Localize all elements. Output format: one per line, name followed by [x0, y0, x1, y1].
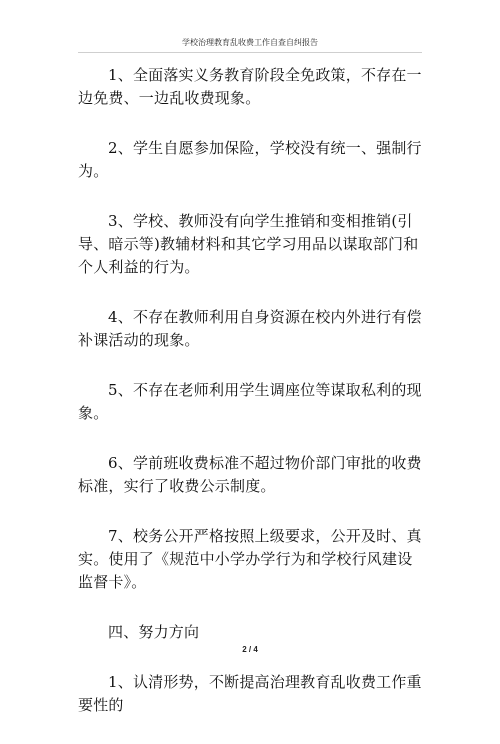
page-header: 学校治理教育乱收费工作自查自纠报告 [182, 38, 318, 47]
document-body [78, 64, 424, 744]
paragraph-direction-1: 1、认清形势，不断提高治理教育乱收费工作重要性的 [78, 673, 422, 714]
paragraph-item-3: 3、学校、教师没有向学生推销和变相推销(引导、暗示等)教辅材料和其它学习用品以谋取部门和个人利益的行为。 [78, 212, 419, 276]
paragraph-item-4: 4、不存在教师利用自身资源在校内外进行有偿补课活动的现象。 [78, 308, 422, 349]
paragraph-item-6: 6、学前班收费标准不超过物价部门审批的收费标准，实行了收费公示制度。 [78, 454, 422, 495]
section-heading: 四、努力方向 [108, 623, 200, 641]
header-divider [78, 52, 422, 53]
paragraph-item-7: 7、校务公开严格按照上级要求，公开及时、真实。使用了《规范中小学办学行为和学校行风建设监督卡》。 [78, 527, 422, 591]
paragraph-item-5: 5、不存在老师利用学生调座位等谋取私利的现象。 [78, 381, 422, 422]
page-number: 2 / 4 [242, 645, 258, 654]
paragraph-item-2: 2、学生自愿参加保险，学校没有统一、强制行为。 [78, 139, 422, 180]
paragraph-item-1: 1、全面落实义务教育阶段全免政策，不存在一边免费、一边乱收费现象。 [78, 66, 422, 107]
